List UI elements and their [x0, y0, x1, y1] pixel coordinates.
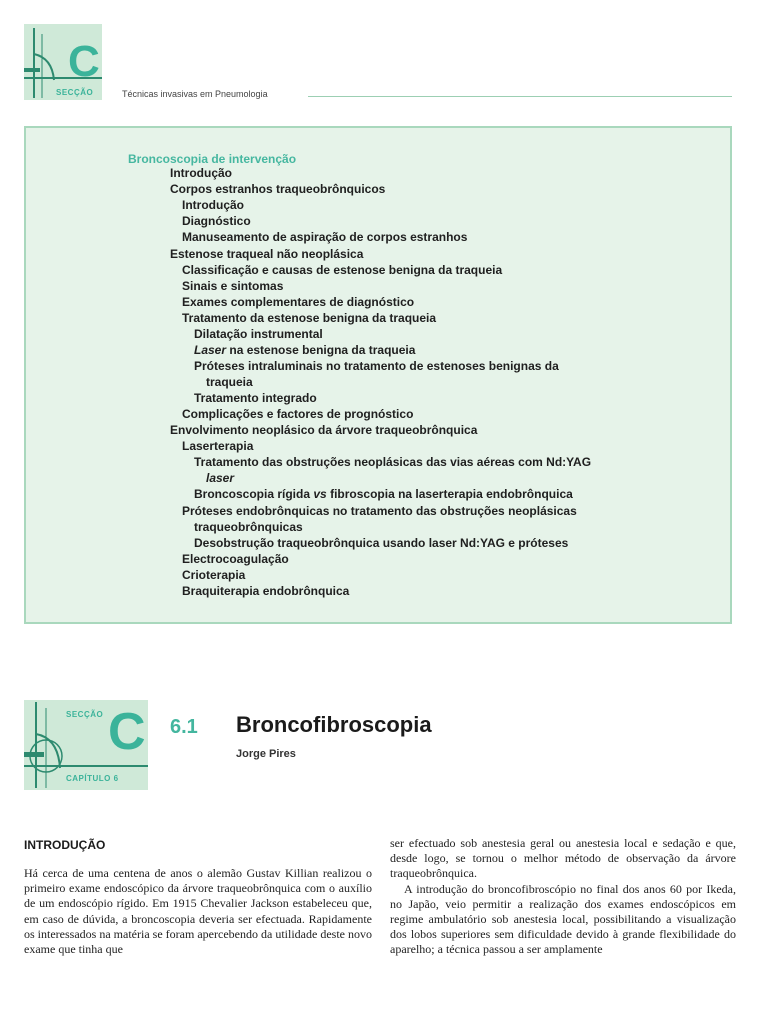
contents-item: Estenose traqueal não neoplásica: [170, 247, 364, 261]
contents-item: Dilatação instrumental: [194, 327, 323, 341]
contents-item: Manuseamento de aspiração de corpos estranhos: [182, 230, 468, 244]
contents-item: Laserterapia: [182, 439, 254, 453]
contents-item: Desobstrução traqueobrônquica usando laser Nd:YAG e próteses: [194, 536, 569, 550]
contents-item: Classificação e causas de estenose benigna da traqueia: [182, 263, 503, 277]
contents-item-text: fibroscopia na laserterapia endobrônquica: [330, 487, 573, 501]
contents-item: Exames complementares de diagnóstico: [182, 295, 415, 309]
contents-item: Corpos estranhos traqueobrônquicos: [170, 182, 386, 196]
contents-item: Tratamento integrado: [194, 391, 317, 405]
body-column-right: [390, 836, 736, 958]
header-divider: [308, 96, 732, 97]
chapter-logo-chapter-label: CAPÍTULO 6: [66, 774, 119, 783]
contents-item-italic: Laser: [194, 343, 227, 357]
section-author: Jorge Pires: [236, 748, 296, 760]
contents-item: Complicações e factores de prognóstico: [182, 407, 414, 421]
section-number: 6.1: [170, 716, 198, 738]
contents-item: Diagnóstico: [182, 214, 251, 228]
section-logo-label: SECÇÃO: [56, 88, 94, 97]
body-paragraph: ser efectuado sob anestesia geral ou anestesia local e sedação e que, desde logo, se tornou o melhor método de observação da árvore traqueobrônquica.: [390, 836, 736, 881]
contents-item: Tratamento das obstruções neoplásicas das vias aéreas com Nd:YAG: [194, 455, 592, 469]
contents-item: Introdução: [170, 166, 232, 180]
contents-item: [194, 343, 415, 358]
contents-box: [24, 126, 732, 624]
contents-item: Próteses endobrônquicas no tratamento das obstruções neoplásicas: [182, 504, 577, 518]
chapter-logo-letter: C: [108, 703, 146, 761]
contents-item-continuation: traqueobrônquicas: [194, 520, 303, 534]
contents-item-italic: laser: [206, 471, 235, 485]
body-paragraph: Há cerca de uma centena de anos o alemão Gustav Killian realizou o primeiro exame endoscópico da árvore traqueobrônquica com o auxílio de um endoscópio rígido. Em 1915 Chevalier Jackson estabeleceu que, em caso de dúvida, a broncoscopia deveria ser efectuada. Rapidamente os interessados na matéria se foram apercebendo da utilidade deste novo exame que tinha que: [24, 866, 372, 957]
contents-item-continuation: traqueia: [206, 375, 253, 389]
chapter-logo: [24, 700, 148, 790]
running-header-title: Técnicas invasivas em Pneumologia: [122, 89, 268, 99]
contents-item-text: Broncoscopia rígida: [194, 487, 311, 501]
contents-item: Introdução: [182, 198, 244, 212]
intro-heading: INTRODUÇÃO: [24, 838, 106, 852]
contents-item: Tratamento da estenose benigna da traqueia: [182, 311, 437, 325]
contents-item: Próteses intraluminais no tratamento de estenoses benignas da: [194, 359, 559, 373]
chapter-logo-section-label: SECÇÃO: [66, 710, 104, 719]
contents-item: Electrocoagulação: [182, 552, 289, 566]
section-logo: [24, 24, 102, 100]
contents-item-text: na estenose benigna da traqueia: [229, 343, 416, 357]
body-column-left: [24, 866, 372, 957]
contents-item: Crioterapia: [182, 568, 246, 582]
contents-item: Sinais e sintomas: [182, 279, 284, 293]
section-title: Broncofibroscopia: [236, 712, 432, 737]
contents-item: Braquiterapia endobrônquica: [182, 584, 350, 598]
contents-heading: Broncoscopia de intervenção: [128, 152, 297, 166]
contents-item: Envolvimento neoplásico da árvore traqueobrônquica: [170, 423, 478, 437]
contents-item-continuation: [206, 471, 234, 486]
section-logo-letter: C: [68, 37, 100, 86]
contents-item: [194, 487, 573, 502]
body-paragraph: A introdução do broncofibroscópio no final dos anos 60 por Ikeda, no Japão, veio permitir a realização dos exames endoscópicos em regime ambulatório sob anestesia local, possibilitando a visualização dos lobos superiores sem dificuldade devido à grande flexibilidade do aparelho; a técnica passou a ser amplamente: [390, 881, 736, 957]
contents-item-italic: vs: [313, 487, 327, 501]
